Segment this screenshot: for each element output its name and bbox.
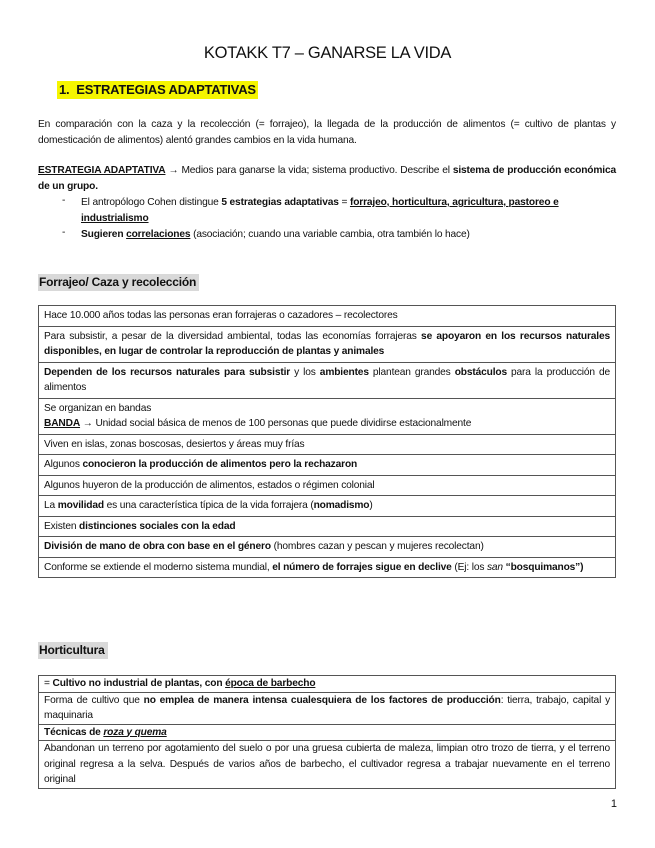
- cell-text: es una característica típica de la vida forrajera (: [103, 500, 314, 511]
- cell-bold: ambientes: [319, 366, 369, 378]
- cell-text: (hombres cazan y pescan y mujeres recolectan): [270, 541, 484, 552]
- table-row: [39, 724, 616, 741]
- cell-bold: División de mano de obra con base en el género: [44, 541, 271, 552]
- bullet-2-bold-underline: correlaciones: [126, 229, 191, 240]
- arrow-icon: →: [168, 165, 179, 176]
- cell-text: para la producción de alimentos: [44, 366, 610, 393]
- definition-text: Medios para ganarse la vida; sistema productivo. Describe el: [178, 165, 453, 176]
- cell-text: plantean grandes: [368, 366, 455, 378]
- cell-text: Se organizan en bandas: [44, 402, 152, 414]
- page-number: 1: [610, 798, 617, 810]
- intro-paragraph: En comparación con la caza y la recolección (= forrajeo), la llegada de la producción de alimentos (= cultivo de plantas y domesticación de alimentos) alentó grandes cambios en la vida humana.: [38, 119, 616, 146]
- table-row: [39, 326, 616, 362]
- cell-bold: el número de forrajes sigue en declive: [272, 561, 452, 573]
- definition-bold: sistema de producción económica de un grupo.: [38, 165, 616, 192]
- table-row: [39, 475, 616, 496]
- bullet-item-2: [81, 227, 616, 243]
- cell-bold: Técnicas de: [44, 726, 104, 738]
- cell-text: Conforme se extiende el moderno sistema mundial,: [44, 561, 273, 573]
- table-cell: Hace 10.000 años todas las personas eran forrajeras o cazadores – recolectores: [39, 306, 616, 327]
- table-cell: [39, 326, 616, 362]
- table-cell: Abandonan un terreno por agotamiento del suelo o por una gruesa cubierta de maleza, limpian otro trozo de tierra, y el terreno original regresa a la selva. Después de varios años de barbecho, el cultivador regresa a trabajar nuevamente en el terreno original: [39, 741, 616, 789]
- bullet-dash-1: -: [62, 195, 66, 206]
- document-title: KOTAKK T7 – GANARSE LA VIDA: [203, 44, 452, 62]
- horticultura-table: [38, 675, 616, 789]
- bullet-1-pre: El antropólogo Cohen distingue: [81, 197, 222, 208]
- table-row: [39, 496, 616, 517]
- cell-text: Forma de cultivo que: [44, 694, 144, 706]
- section-heading-horticultura: Horticultura: [38, 642, 108, 659]
- cell-text: y los: [290, 366, 320, 378]
- cell-bold: “bosquimanos”): [505, 561, 584, 573]
- cell-text: Existen: [44, 520, 80, 532]
- table-cell: [39, 692, 616, 724]
- cell-bold: obstáculos: [454, 366, 507, 378]
- cell-bold: no emplea de manera intensa cualesquiera de los factores de producción: [143, 694, 501, 706]
- bullet-1-bold: 5 estrategias adaptativas: [221, 197, 339, 208]
- cell-bold: distinciones sociales con la edad: [79, 520, 236, 532]
- table-cell: [39, 496, 616, 517]
- cell-bold-underline: época de barbecho: [225, 678, 316, 689]
- table-row: [39, 398, 616, 434]
- bullet-2-rest: (asociación; cuando una variable cambia, otra también lo hace): [190, 229, 470, 240]
- cell-term: BANDA: [44, 418, 81, 429]
- table-cell: [39, 516, 616, 537]
- cell-text: Unidad social básica de menos de 100 personas que puede dividirse estacionalmente: [95, 418, 472, 429]
- forrajeo-table: [38, 305, 616, 578]
- definition-term: ESTRATEGIA ADAPTATIVA: [38, 165, 166, 176]
- definition-paragraph: [38, 163, 616, 195]
- table-row: [39, 676, 616, 693]
- table-cell: [39, 362, 616, 398]
- cell-text: =: [44, 678, 53, 689]
- table-row: [39, 306, 616, 327]
- table-cell: [39, 557, 616, 578]
- bullet-1-mid: =: [338, 197, 350, 208]
- cell-bold: Dependen de los recursos naturales para subsistir: [44, 366, 291, 378]
- cell-text: Para subsistir, a pesar de la diversidad ambiental, todas las economías forrajeras: [44, 330, 422, 342]
- section-heading-text: ESTRATEGIAS ADAPTATIVAS: [76, 82, 256, 97]
- table-cell: [39, 537, 616, 558]
- cell-bold: movilidad: [57, 500, 104, 511]
- table-row: [39, 362, 616, 398]
- cell-bold: Cultivo no industrial de plantas, con: [52, 678, 226, 689]
- cell-bold: conocieron la producción de alimentos pero la rechazaron: [82, 459, 358, 470]
- cell-bold: nomadismo: [313, 500, 370, 511]
- bullet-2-bold: Sugieren: [81, 229, 127, 240]
- section-heading-forrajeo: Forrajeo/ Caza y recolección: [38, 274, 199, 291]
- table-row: [39, 434, 616, 455]
- table-cell: [39, 676, 616, 693]
- table-cell: [39, 455, 616, 476]
- bullet-item-1: [81, 195, 616, 227]
- table-row: [39, 455, 616, 476]
- table-row: [39, 557, 616, 578]
- cell-text: (Ej: los: [451, 561, 487, 573]
- table-cell: [39, 398, 616, 434]
- table-cell: [39, 724, 616, 741]
- cell-text: : tierra, trabajo, capital y maquinaria: [44, 694, 611, 721]
- cell-text: La: [44, 500, 58, 511]
- table-row: [39, 537, 616, 558]
- table-row: [39, 516, 616, 537]
- cell-bold-italic: roza y quema: [103, 726, 167, 738]
- bullet-1-list: forrajeo, horticultura, agricultura, pastoreo e industrialismo: [81, 197, 559, 224]
- table-cell: Algunos huyeron de la producción de alimentos, estados o régimen colonial: [39, 475, 616, 496]
- cell-text: ): [369, 500, 373, 511]
- table-cell: Viven en islas, zonas boscosas, desiertos y áreas muy frías: [39, 434, 616, 455]
- bullet-dash-2: -: [62, 227, 66, 238]
- cell-text: Algunos: [44, 459, 83, 470]
- arrow-icon: →: [80, 418, 96, 429]
- table-row: [39, 692, 616, 724]
- cell-bold: se apoyaron en los recursos naturales disponibles, en lugar de controlar la reproducción de plantas y animales: [44, 330, 610, 357]
- section-heading-estrategias: [57, 81, 258, 99]
- section-number: 1.: [59, 82, 70, 97]
- table-row: [39, 741, 616, 789]
- cell-italic: san: [486, 561, 503, 573]
